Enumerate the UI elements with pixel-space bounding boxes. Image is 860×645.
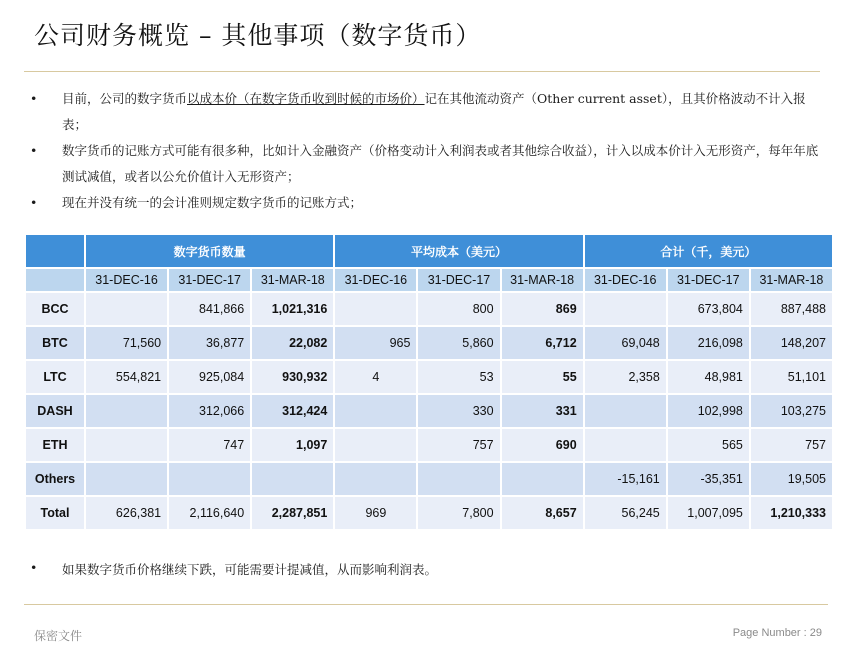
table-cell — [251, 462, 334, 496]
table-cell: 869 — [501, 292, 584, 326]
bullet-marker: • — [30, 143, 38, 158]
group-header-total: 合计（千，美元） — [584, 234, 833, 268]
table-cell: 148,207 — [750, 326, 833, 360]
row-label: BTC — [25, 326, 85, 360]
bullet-item — [30, 86, 820, 138]
bullet-item — [30, 138, 820, 190]
table-cell — [334, 394, 417, 428]
table-row — [25, 360, 833, 394]
table-cell — [85, 292, 168, 326]
table-row — [25, 428, 833, 462]
crypto-holdings-table — [24, 233, 834, 531]
table-cell: 4 — [334, 360, 417, 394]
table-row — [25, 292, 833, 326]
date-header: 31-MAR-18 — [251, 268, 334, 292]
table-cell: 103,275 — [750, 394, 833, 428]
date-header: 31-DEC-16 — [334, 268, 417, 292]
table-cell: -35,351 — [667, 462, 750, 496]
title-divider — [24, 71, 820, 72]
bullet-item — [30, 190, 820, 216]
table-cell: 331 — [501, 394, 584, 428]
table-cell — [584, 292, 667, 326]
bullet-underlined-text: 以成本价（在数字货币收到时候的市场价） — [187, 91, 425, 106]
bullet-text: 目前，公司的数字货币 — [62, 91, 188, 106]
bullet-text: 记在其他流动资产（Other current asset），且其价格波动不计入报表； — [62, 91, 806, 132]
group-header-avg-cost: 平均成本（美元） — [334, 234, 583, 268]
table-cell: 1,007,095 — [667, 496, 750, 530]
table-cell — [417, 462, 500, 496]
table-cell: 925,084 — [168, 360, 251, 394]
row-label: Total — [25, 496, 85, 530]
table-cell: 5,860 — [417, 326, 500, 360]
table-cell: 1,210,333 — [750, 496, 833, 530]
table-cell: 1,021,316 — [251, 292, 334, 326]
page-title: 公司财务概览 – 其他事项（数字货币） — [34, 21, 482, 50]
table-cell: 2,358 — [584, 360, 667, 394]
table-cell — [501, 462, 584, 496]
table-cell: 36,877 — [168, 326, 251, 360]
table-cell: 965 — [334, 326, 417, 360]
table-cell: 969 — [334, 496, 417, 530]
table-cell: 673,804 — [667, 292, 750, 326]
table-cell: 554,821 — [85, 360, 168, 394]
table-cell — [85, 462, 168, 496]
table-cell: 19,505 — [750, 462, 833, 496]
table-cell: 69,048 — [584, 326, 667, 360]
table-cell: 1,097 — [251, 428, 334, 462]
table-cell: 757 — [417, 428, 500, 462]
table-cell: 53 — [417, 360, 500, 394]
table-cell — [85, 394, 168, 428]
table-cell: 216,098 — [667, 326, 750, 360]
bullet-marker: • — [30, 195, 38, 210]
table-cell: 690 — [501, 428, 584, 462]
table-cell: 6,712 — [501, 326, 584, 360]
confidential-label: 保密文件 — [34, 629, 83, 643]
table-cell — [334, 428, 417, 462]
table-cell: 565 — [667, 428, 750, 462]
bullet-text: 现在并没有统一的会计准则规定数字货币的记账方式； — [62, 195, 363, 210]
group-header-quantity: 数字货币数量 — [85, 234, 334, 268]
table-cell: 800 — [417, 292, 500, 326]
table-row — [25, 462, 833, 496]
table-cell: 55 — [501, 360, 584, 394]
table-cell: 747 — [168, 428, 251, 462]
table-cell: 330 — [417, 394, 500, 428]
table-cell — [584, 394, 667, 428]
bullet-text: 数字货币的记账方式可能有很多种，比如计入金融资产（价格变动计入利润表或者其他综合收益），计入以成本价计入无形资产，每年年底测试减值，或者以公允价值计入无形资产； — [62, 143, 819, 184]
table-cell: 48,981 — [667, 360, 750, 394]
table-group-header-row — [25, 234, 833, 268]
date-header: 31-MAR-18 — [750, 268, 833, 292]
bullet-text: 如果数字货币价格继续下跌，可能需要计提减值，从而影响利润表。 — [62, 562, 438, 577]
table-cell: 626,381 — [85, 496, 168, 530]
page-number: Page Number : 29 — [732, 627, 822, 639]
table-row — [25, 394, 833, 428]
row-label: DASH — [25, 394, 85, 428]
date-header: 31-DEC-17 — [667, 268, 750, 292]
table-cell: 71,560 — [85, 326, 168, 360]
table-cell — [168, 462, 251, 496]
table-cell — [334, 292, 417, 326]
table-cell: -15,161 — [584, 462, 667, 496]
table-cell: 930,932 — [251, 360, 334, 394]
date-header: 31-DEC-16 — [584, 268, 667, 292]
table-date-header-row — [25, 268, 833, 292]
row-label: BCC — [25, 292, 85, 326]
bullet-marker: • — [30, 560, 38, 575]
date-header: 31-DEC-17 — [168, 268, 251, 292]
table-cell: 56,245 — [584, 496, 667, 530]
table-cell: 7,800 — [417, 496, 500, 530]
bottom-bullet-item — [30, 560, 437, 578]
table-cell — [584, 428, 667, 462]
table-cell: 757 — [750, 428, 833, 462]
table-cell: 312,424 — [251, 394, 334, 428]
table-cell: 887,488 — [750, 292, 833, 326]
table-corner-cell — [25, 268, 85, 292]
table-cell: 2,116,640 — [168, 496, 251, 530]
bullet-marker: • — [30, 91, 38, 106]
table-cell: 2,287,851 — [251, 496, 334, 530]
footer-divider — [24, 604, 828, 605]
table-cell: 312,066 — [168, 394, 251, 428]
date-header: 31-MAR-18 — [501, 268, 584, 292]
table-cell: 51,101 — [750, 360, 833, 394]
date-header: 31-DEC-16 — [85, 268, 168, 292]
row-label: Others — [25, 462, 85, 496]
table-cell — [85, 428, 168, 462]
row-label: ETH — [25, 428, 85, 462]
table-corner-cell — [25, 234, 85, 268]
table-row-total — [25, 496, 833, 530]
table-cell: 22,082 — [251, 326, 334, 360]
table-row — [25, 326, 833, 360]
table-cell: 102,998 — [667, 394, 750, 428]
bullet-list — [30, 86, 820, 216]
table-cell: 841,866 — [168, 292, 251, 326]
date-header: 31-DEC-17 — [417, 268, 500, 292]
table-cell — [334, 462, 417, 496]
row-label: LTC — [25, 360, 85, 394]
table-cell: 8,657 — [501, 496, 584, 530]
